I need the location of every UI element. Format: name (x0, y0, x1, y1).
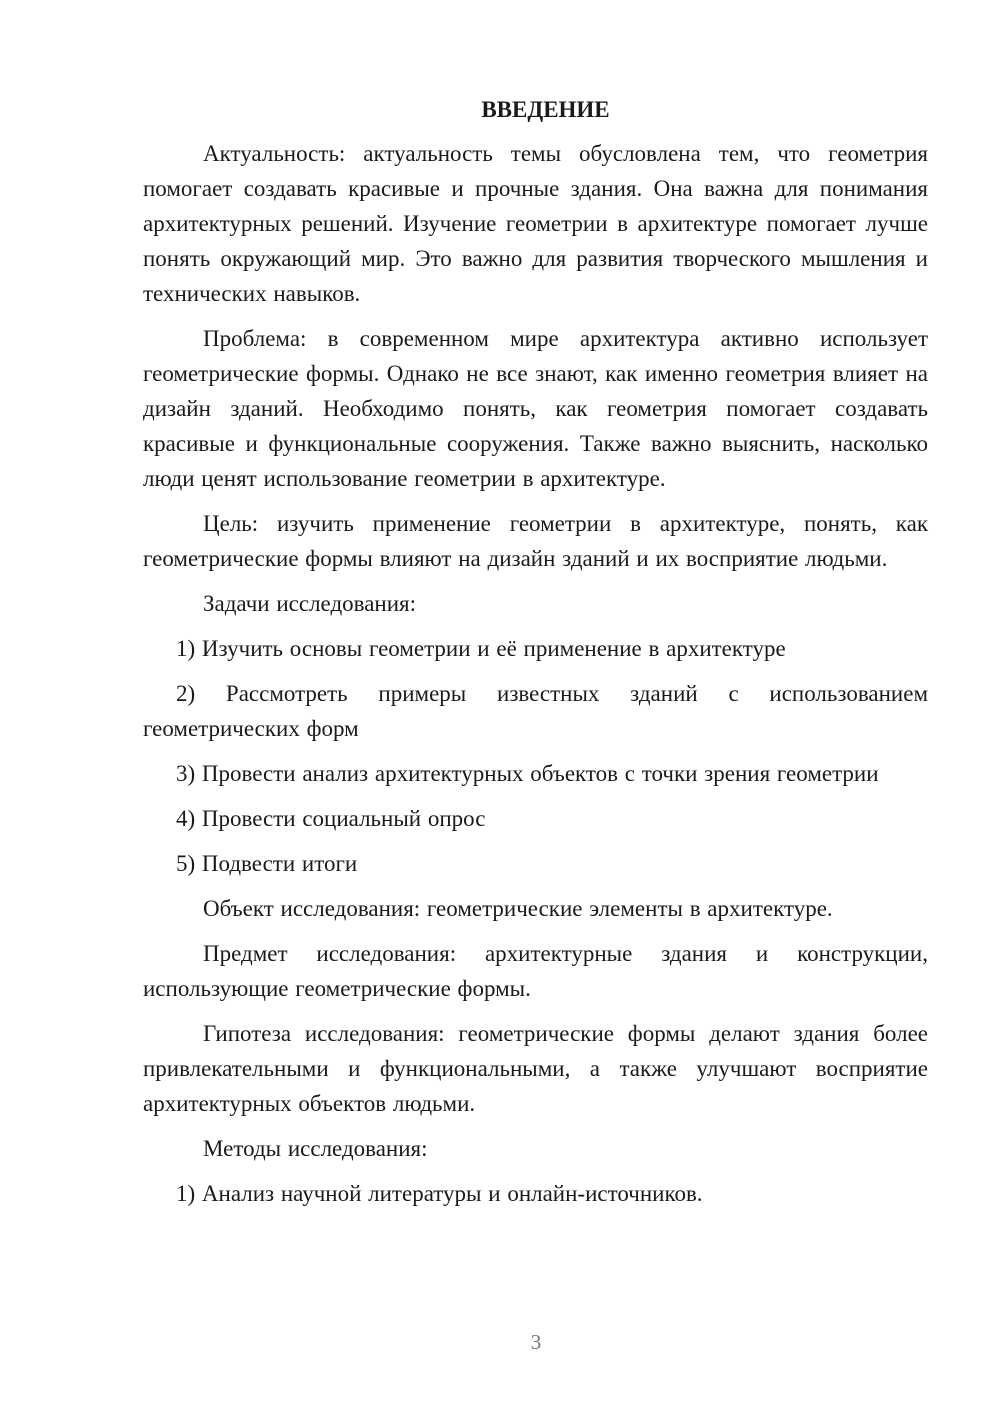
task-item-2: 2) Рассмотреть примеры известных зданий с использованием геометрических форм (143, 681, 928, 741)
problem-paragraph: Проблема: в современном мире архитектура активно использует геометрические формы. Однако не все знают, как именно геометрия влияет на дизайн зданий. Необходимо понять, как геометрия помогает создавать красивые и функциональные сооружения. Также важно выяснить, насколько люди ценят использование геометрии в архитектуре. (143, 326, 928, 491)
task-item-5: 5) Подвести итоги (176, 851, 358, 876)
section-title: ВВЕДЕНИЕ (481, 97, 610, 122)
tasks-heading: Задачи исследования: (203, 591, 417, 616)
task-item-1: 1) Изучить основы геометрии и её применение в архитектуре (176, 636, 786, 661)
methods-heading: Методы исследования: (203, 1136, 428, 1161)
object-paragraph: Объект исследования: геометрические элементы в архитектуре. (203, 896, 833, 921)
document-page (143, 92, 928, 1221)
page-number: 3 (530, 1330, 542, 1354)
relevance-paragraph: Актуальность: актуальность темы обусловлена тем, что геометрия помогает создавать красивые и прочные здания. Она важна для понимания архитектурных решений. Изучение геометрии в архитектуре помогает лучше понять окружающий мир. Это важно для развития творческого мышления и технических навыков. (143, 141, 928, 306)
task-item-3: 3) Провести анализ архитектурных объектов с точки зрения геометрии (176, 761, 879, 786)
method-item-1: 1) Анализ научной литературы и онлайн-источников. (176, 1181, 703, 1206)
task-item-4: 4) Провести социальный опрос (176, 806, 486, 831)
goal-paragraph: Цель: изучить применение геометрии в архитектуре, понять, как геометрические формы влияют на дизайн зданий и их восприятие людьми. (143, 511, 928, 571)
subject-paragraph: Предмет исследования: архитектурные здания и конструкции, использующие геометрические формы. (143, 941, 928, 1001)
hypothesis-paragraph: Гипотеза исследования: геометрические формы делают здания более привлекательными и функциональными, а также улучшают восприятие архитектурных объектов людьми. (143, 1021, 928, 1116)
